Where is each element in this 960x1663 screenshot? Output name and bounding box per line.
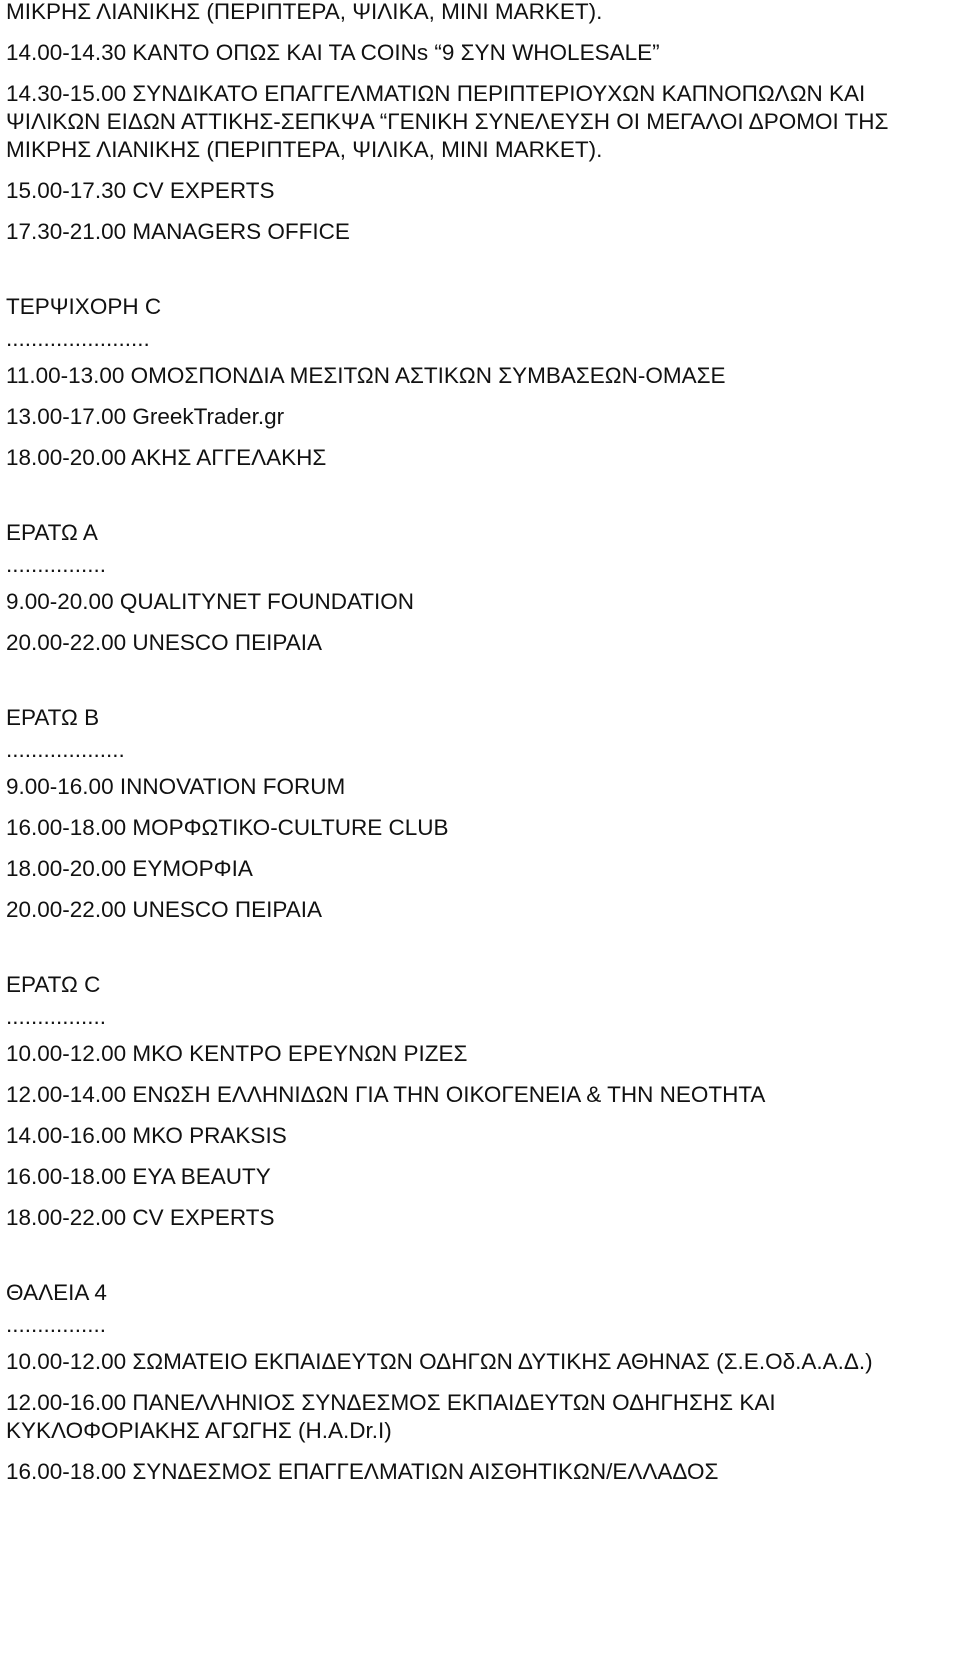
schedule-document — [6, 0, 956, 1493]
schedule-entry: 18.00-20.00 ΑΚΗΣ ΑΓΓΕΛΑΚΗΣ — [6, 445, 327, 470]
schedule-entry: 14.30-15.00 ΣΥΝΔΙΚΑΤΟ ΕΠΑΓΓΕΛΜΑΤΙΩΝ ΠΕΡΙΠΤΕΡΙΟΥΧΩΝ ΚΑΠΝΟΠΩΛΩΝ ΚΑΙ ΨΙΛΙΚΩΝ ΕΙΔΩΝ ΑΤΤΙΚΗΣ-ΣΕΠΚΨΑ “ΓΕΝΙΚΗ ΣΥΝΕΛΕΥΣΗ ΟΙ ΜΕΓΑΛΟΙ ΔΡΟΜΟΙ ΤΗΣ ΜΙΚΡΗΣ ΛΙΑΝΙΚΗΣ (ΠΕΡΙΠΤΕΡΑ, ΨΙΛΙΚΑ, MINI MARKET). — [6, 81, 889, 162]
schedule-entry: 18.00-20.00 ΕΥΜΟΡΦΙΑ — [6, 856, 253, 881]
dotted-separator: ................... — [6, 737, 125, 762]
hall-heading: ΕΡΑΤΩ C — [6, 972, 101, 997]
schedule-section — [6, 664, 956, 931]
schedule-section — [6, 0, 956, 253]
schedule-entry: 10.00-12.00 ΣΩΜΑΤΕΙΟ ΕΚΠΑΙΔΕΥΤΩΝ ΟΔΗΓΩΝ ΔΥΤΙΚΗΣ ΑΘΗΝΑΣ (Σ.Ε.Οδ.Α.Α.Δ.) — [6, 1349, 873, 1374]
schedule-entry: 20.00-22.00 UNESCO ΠΕΙΡΑΙΑ — [6, 897, 322, 922]
hall-heading: ΕΡΑΤΩ Β — [6, 705, 100, 730]
schedule-section — [6, 1239, 956, 1493]
schedule-entry: 16.00-18.00 ΜΟΡΦΩΤΙΚΟ-CULTURE CLUB — [6, 815, 449, 840]
schedule-section — [6, 479, 956, 664]
schedule-section — [6, 253, 956, 479]
hall-heading: ΘΑΛΕΙΑ 4 — [6, 1280, 107, 1305]
schedule-entry: ΜΙΚΡΗΣ ΛΙΑΝΙΚΗΣ (ΠΕΡΙΠΤΕΡΑ, ΨΙΛΙΚΑ, MINI MARKET). — [6, 0, 603, 24]
schedule-entry: 14.00-14.30 ΚΑΝΤΟ ΟΠΩΣ ΚΑΙ ΤΑ COINs “9 ΣΥΝ WHOLESALE” — [6, 40, 660, 65]
schedule-entry: 9.00-16.00 INNOVATION FORUM — [6, 774, 346, 799]
schedule-entry: 16.00-18.00 EYA BEAUTY — [6, 1164, 271, 1189]
schedule-entry: 11.00-13.00 ΟΜΟΣΠΟΝΔΙΑ ΜΕΣΙΤΩΝ ΑΣΤΙΚΩΝ ΣΥΜΒΑΣΕΩΝ-ΟΜΑΣΕ — [6, 363, 726, 388]
schedule-entry: 12.00-14.00 ΕΝΩΣΗ ΕΛΛΗΝΙΔΩΝ ΓΙΑ ΤΗΝ ΟΙΚΟΓΕΝΕΙΑ & ΤΗΝ ΝΕΟΤΗΤΑ — [6, 1082, 766, 1107]
hall-heading: ΤΕΡΨΙΧΟΡΗ C — [6, 294, 162, 319]
schedule-entry: 18.00-22.00 CV EXPERTS — [6, 1205, 275, 1230]
schedule-section — [6, 931, 956, 1239]
schedule-entry: 14.00-16.00 ΜΚΟ PRAKSIS — [6, 1123, 287, 1148]
schedule-entry: 15.00-17.30 CV EXPERTS — [6, 178, 275, 203]
schedule-entry: 10.00-12.00 ΜΚΟ ΚΕΝΤΡΟ ΕΡΕΥΝΩΝ ΡΙΖΕΣ — [6, 1041, 468, 1066]
schedule-entry: 12.00-16.00 ΠΑΝΕΛΛΗΝΙΟΣ ΣΥΝΔΕΣΜΟΣ ΕΚΠΑΙΔΕΥΤΩΝ ΟΔΗΓΗΣΗΣ ΚΑΙ ΚΥΚΛΟΦΟΡΙΑΚΗΣ ΑΓΩΓΗΣ (Η.Α.Dr.I) — [6, 1390, 776, 1443]
dotted-separator: ................ — [6, 552, 107, 577]
schedule-entry: 20.00-22.00 UNESCO ΠΕΙΡΑΙΑ — [6, 630, 322, 655]
schedule-entry: 9.00-20.00 QUALITYNET FOUNDATION — [6, 589, 415, 614]
schedule-entry: 17.30-21.00 MANAGERS OFFICE — [6, 219, 350, 244]
dotted-separator: ................ — [6, 1004, 107, 1029]
dotted-separator: ................ — [6, 1312, 107, 1337]
schedule-entry: 16.00-18.00 ΣΥΝΔΕΣΜΟΣ ΕΠΑΓΓΕΛΜΑΤΙΩΝ ΑΙΣΘΗΤΙΚΩΝ/ΕΛΛΑΔΟΣ — [6, 1459, 719, 1484]
hall-heading: ΕΡΑΤΩ Α — [6, 520, 98, 545]
dotted-separator: ....................... — [6, 326, 150, 351]
schedule-entry: 13.00-17.00 GreekTrader.gr — [6, 404, 285, 429]
